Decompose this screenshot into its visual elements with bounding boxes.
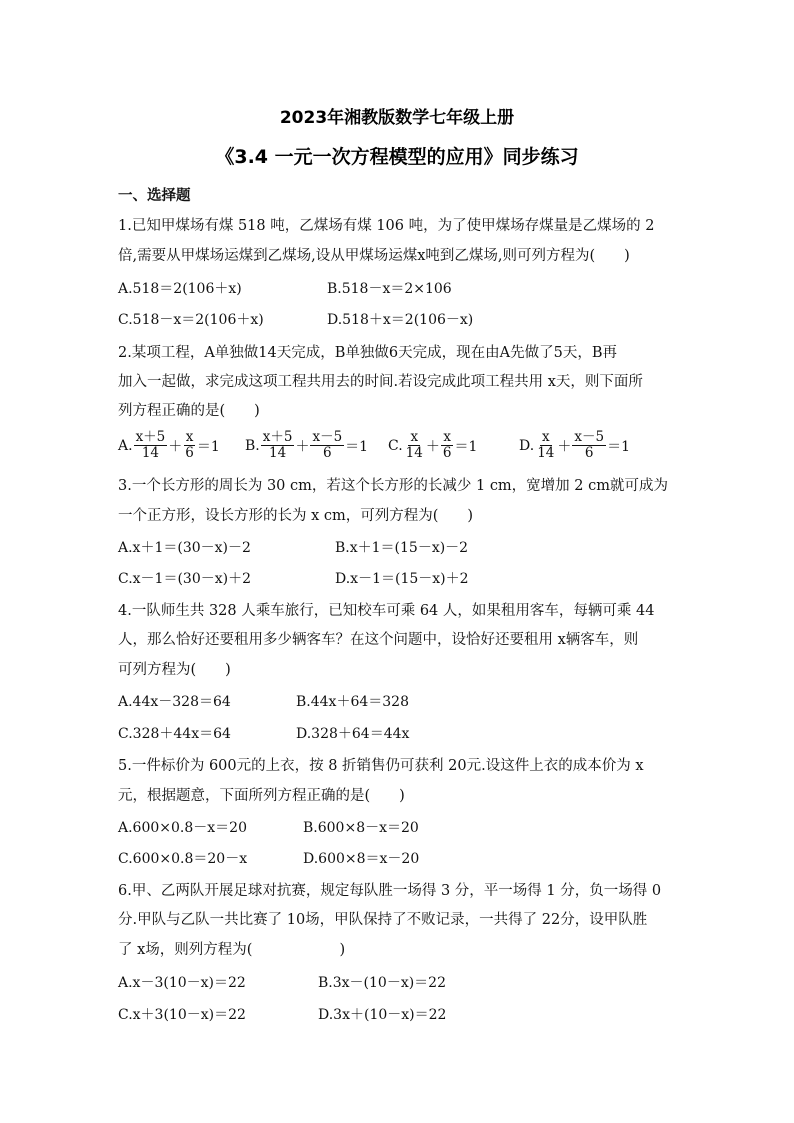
question-2-line-3: 列方程正确的是( ) [118,403,260,419]
question-4-option-a: A.44x－328＝64 [118,694,231,710]
fraction: $\frac{x+5}{14}$ [135,429,166,461]
fraction: $\frac{x+5}{14}$ [262,429,293,461]
question-4-line-1: 4.一队师生共 328 人乘车旅行，已知校车可乘 64 人，如果租用客车，每辆可乘 44 [118,603,655,619]
question-1-option-c: C.518－x＝2(106＋x) [118,312,264,328]
question-2-option-a [118,430,220,461]
fraction: $\frac{x-5}{6}$ [574,429,605,461]
question-1-option-b: B.518－x＝2×106 [327,281,452,297]
question-1-option-a: A.518＝2(106＋x) [118,281,242,297]
question-4-option-c: C.328＋44x＝64 [118,726,231,742]
question-1-line-1: 1.已知甲煤场有煤 518 吨，乙煤场有煤 106 吨，为了使甲煤场存煤量是乙煤场的 2 [118,218,655,234]
question-4-line-2: 人，那么恰好还要租用多少辆客车？在这个问题中，设恰好还要租用 x辆客车，则 [118,632,639,648]
page-title: 2023年湘教版数学七年级上册 [279,108,515,128]
question-2-option-d [519,430,630,461]
equation-rhs: ＝1 [345,438,369,455]
equation-rhs: ＝1 [454,438,478,455]
question-4-line-3: 可列方程为( ) [118,662,231,678]
question-6-option-c: C.x＋3(10－x)＝22 [118,1007,246,1023]
plus-sign: ＋ [168,438,183,455]
option-label: A. [118,437,133,454]
question-6-line-1: 6.甲、乙两队开展足球对抗赛，规定每队胜一场得 3 分，平一场得 1 分，负一场得 0 [118,883,662,899]
question-5-option-c: C.600×0.8＝20－x [118,851,248,867]
question-5-option-a: A.600×0.8－x＝20 [118,820,247,836]
question-6-line-2: 分.甲队与乙队一共比赛了 10场，甲队保持了不败记录，一共得了 22分，设甲队胜 [118,912,648,928]
question-1-option-d: D.518＋x＝2(106－x) [327,312,474,328]
question-3-line-2: 一个正方形，设长方形的长为 x cm，可列方程为( ) [118,508,474,524]
question-5-line-1: 5.一件标价为 600元的上衣，按 8 折销售仍可获利 20元.设这件上衣的成本价为 x [118,758,644,774]
question-5-option-b: B.600×8－x＝20 [303,820,419,836]
equation-rhs: ＝1 [196,438,220,455]
question-6-option-a: A.x－3(10－x)＝22 [118,975,246,991]
plus-sign: ＋ [425,438,440,455]
question-6-option-d: D.3x＋(10－x)＝22 [318,1007,447,1023]
fraction: $\frac{x}{6}$ [442,429,452,461]
equation-rhs: ＝1 [607,438,630,455]
question-2-line-1: 2.某项工程，A单独做14天完成，B单独做6天完成，现在由A先做了5天，B再 [118,345,617,361]
question-2-option-c [388,430,477,461]
question-2-option-b [245,430,368,461]
question-6-option-b: B.3x－(10－x)＝22 [318,975,446,991]
question-3-option-a: A.x＋1＝(30－x)－2 [118,540,251,556]
question-3-option-b: B.x＋1＝(15－x)－2 [335,540,469,556]
question-4-option-b: B.44x＋64＝328 [296,694,409,710]
question-4-option-d: D.328＋64＝44x [296,726,410,742]
section-heading: 一、选择题 [118,188,191,204]
fraction: $\frac{x}{14}$ [537,429,555,461]
question-2-line-2: 加入一起做，求完成这项工程共用去的时间.若设完成此项工程共用 x天，则下面所 [118,374,643,390]
plus-sign: ＋ [295,438,310,455]
page-subtitle: 《3.4 一元一次方程模型的应用》同步练习 [215,146,579,168]
option-label: B. [245,437,260,454]
question-6-line-3: 了 x场，则列方程为( ) [118,942,346,958]
question-1-line-2: 倍,需要从甲煤场运煤到乙煤场,设从甲煤场运煤x吨到乙煤场,则可列方程为( ) [118,248,630,264]
question-3-option-d: D.x－1＝(15－x)＋2 [335,571,469,587]
question-3-option-c: C.x－1＝(30－x)＋2 [118,571,252,587]
fraction: $\frac{x-5}{6}$ [312,429,343,461]
plus-sign: ＋ [557,438,572,455]
question-5-option-d: D.600×8＝x－20 [303,851,420,867]
option-label: C. [388,437,403,454]
option-label: D. [519,437,535,454]
fraction: $\frac{x}{6}$ [185,429,194,461]
fraction: $\frac{x}{14}$ [405,429,423,461]
question-3-line-1: 3.一个长方形的周长为 30 cm，若这个长方形的长减少 1 cm，宽增加 2 cm就可成为 [118,478,668,494]
question-5-line-2: 元，根据题意，下面所列方程正确的是( ) [118,788,405,804]
